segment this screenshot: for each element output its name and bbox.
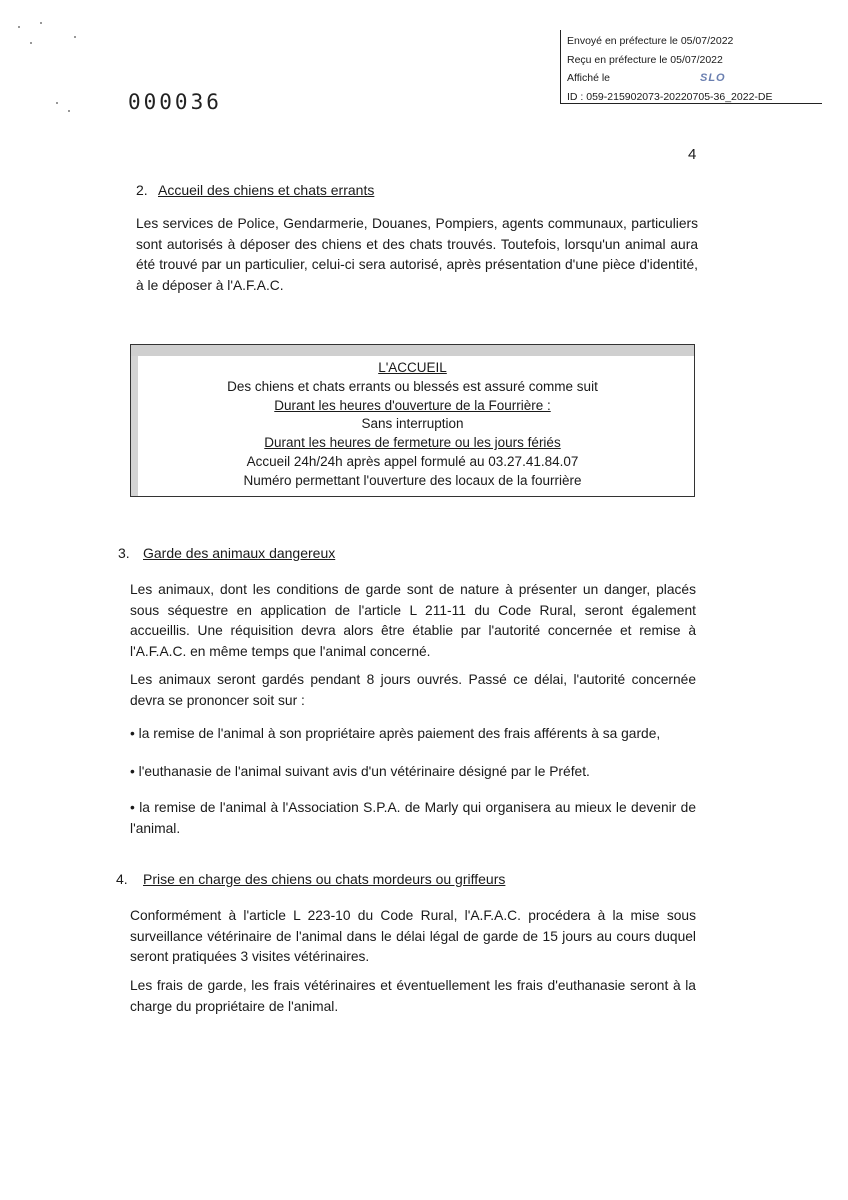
accueil-title: L'ACCUEIL <box>378 360 447 375</box>
section-4-title: Prise en charge des chiens ou chats mordeurs ou griffeurs <box>143 871 506 887</box>
section-3-paragraph-2: Les animaux seront gardés pendant 8 jours ouvrés. Passé ce délai, l'autorité concernée devra se prononcer soit sur : <box>130 672 696 708</box>
section-3-title: Garde des animaux dangereux <box>143 545 336 561</box>
scan-speck <box>56 102 58 104</box>
stamp-id: ID : 059-215902073-20220705-36_2022-DE <box>567 90 773 103</box>
accueil-line-4: Durant les heures de fermeture ou les jours fériés <box>264 435 561 451</box>
section-3-bullet: • la remise de l'animal à son propriétaire après paiement des frais afférents à sa garde, <box>130 726 661 741</box>
accueil-line-6: Numéro permettant l'ouverture des locaux de la fourrière <box>243 472 582 488</box>
section-4-heading <box>116 871 505 887</box>
accueil-line-2: Durant les heures d'ouverture de la Fourrière : <box>274 397 551 413</box>
section-3-heading <box>118 545 335 561</box>
section-3-bullet: • l'euthanasie de l'animal suivant avis d'un vétérinaire désigné par le Préfet. <box>130 764 590 779</box>
section-3-number: 3. <box>118 545 130 561</box>
stamp-sent-date: Envoyé en préfecture le 05/07/2022 <box>567 35 734 47</box>
accueil-box <box>130 344 695 497</box>
page-number: 4 <box>688 146 697 163</box>
section-2-number: 2. <box>136 182 148 198</box>
stamp-posted: Affiché le SLO <box>567 72 726 84</box>
prefecture-stamp <box>560 30 822 104</box>
scan-speck <box>18 26 20 28</box>
section-4-paragraph-1: Conformément à l'article L 223-10 du Code Rural, l'A.F.A.C. procédera à la mise sous surveillance vétérinaire de l'animal dans le délai légal de garde de 15 jours au cours duquel seront pratiquées 3 visites vétérinaires. <box>130 908 696 964</box>
section-4-paragraph-2: Les frais de garde, les frais vétérinaires et éventuellement les frais d'euthanasie seront à la charge du propriétaire de l'animal. <box>130 978 696 1014</box>
section-4-number: 4. <box>116 871 128 887</box>
stamp-signature: SLO <box>700 72 726 84</box>
accueil-line-1: Des chiens et chats errants ou blessés est assuré comme suit <box>227 378 598 394</box>
document-number: 000036 <box>128 90 222 114</box>
section-3-bullet: • la remise de l'animal à l'Association S.P.A. de Marly qui organisera au mieux le devenir de l'animal. <box>130 800 696 836</box>
scan-speck <box>74 36 76 38</box>
scan-speck <box>30 42 32 44</box>
scan-speck <box>40 22 42 24</box>
section-2-title: Accueil des chiens et chats errants <box>158 182 375 198</box>
accueil-line-5: Accueil 24h/24h après appel formulé au 03.27.41.84.07 <box>246 453 579 469</box>
section-3-paragraph-1: Les animaux, dont les conditions de garde sont de nature à présenter un danger, placés sous séquestre en application de l'article L 211-11 du Code Rural, seront également accueillis. Une réquisition devra alors être établie par l'autorité concernée et remise à l'A.F.A.C. en même temps que l'animal concerné. <box>130 582 696 659</box>
stamp-received-date: Reçu en préfecture le 05/07/2022 <box>567 53 723 66</box>
section-2-paragraph: Les services de Police, Gendarmerie, Douanes, Pompiers, agents communaux, particuliers sont autorisés à déposer des chiens et des chats trouvés. Toutefois, lorsqu'un animal aura été trouvé par un particulier, celui-ci sera autorisé, après présentation d'une pièce d'identité, à le déposer à l'A.F.A.C. <box>136 216 698 293</box>
accueil-line-3: Sans interruption <box>361 416 464 432</box>
section-2-heading <box>136 182 374 198</box>
scan-speck <box>68 110 70 112</box>
